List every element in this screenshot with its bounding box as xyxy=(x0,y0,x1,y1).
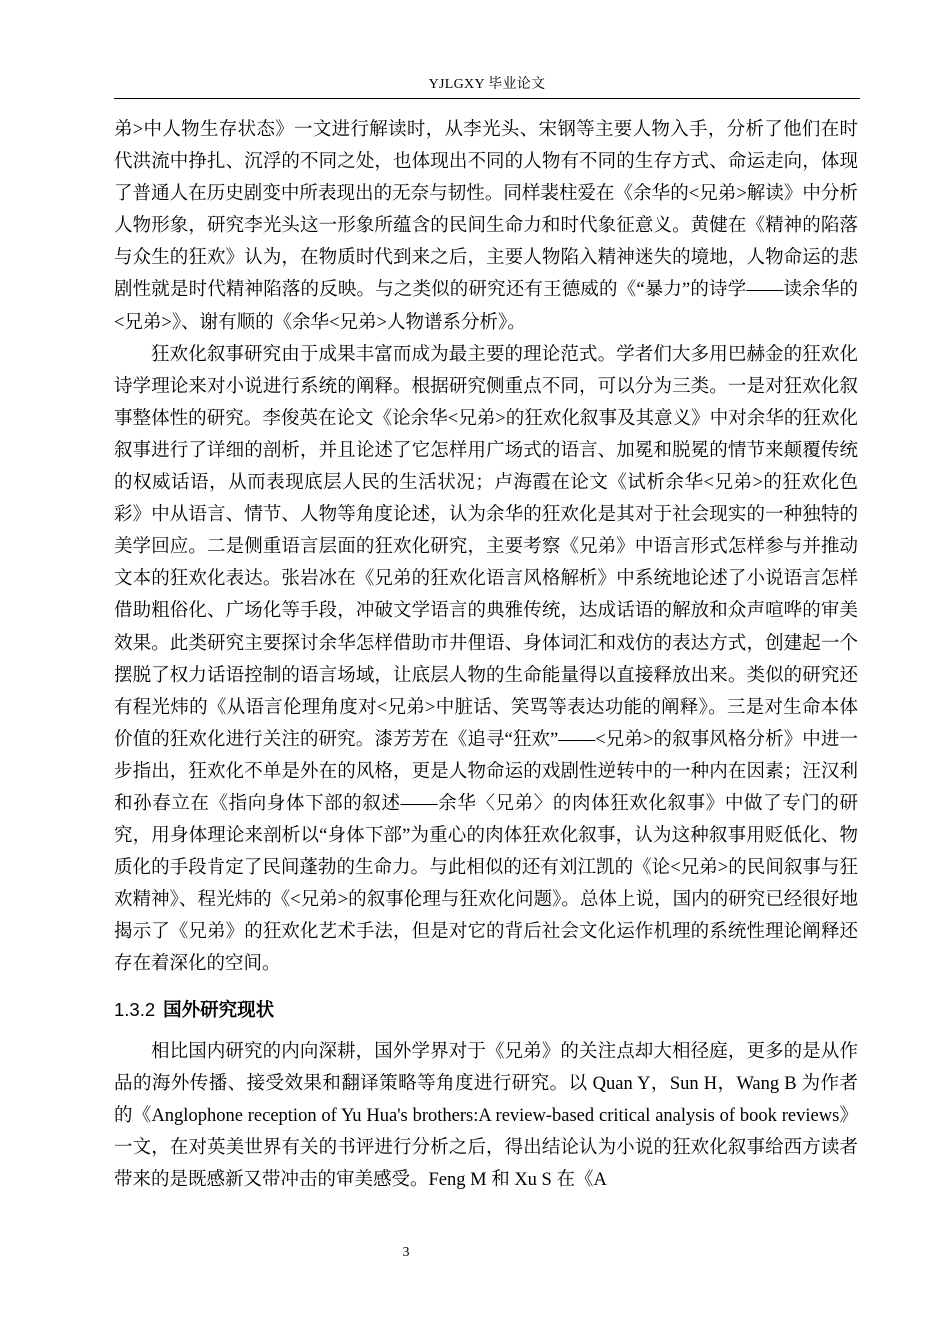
section-heading xyxy=(114,994,858,1036)
page-number: 3 xyxy=(402,1245,410,1260)
section-title: 国外研究现状 xyxy=(163,999,275,1021)
body-text xyxy=(114,114,858,1196)
section-number: 1.3.2 xyxy=(114,998,156,1020)
paragraph-continuation: 弟>中人物生存状态》一文进行解读时，从李光头、宋钢等主要人物入手，分析了他们在时代洪流中挣扎、沉浮的不同之处，也体现出不同的人物有不同的生存方式、命运走向，体现了普通人在历史剧变中所表现出的无奈与韧性。同样裴柱爱在《余华的<兄弟>解读》中分析人物形象，研究李光头这一形象所蕴含的民间生命力和时代象征意义。黄健在《精神的陷落与众生的狂欢》认为，在物质时代到来之后，主要人物陷入精神迷失的境地，人物命运的悲剧性就是时代精神陷落的反映。与之类似的研究还有王德威的《“暴力”的诗学——读余华的<兄弟>》、谢有顺的《余华<兄弟>人物谱系分析》。 xyxy=(114,120,858,333)
paragraph-foreign-research: 相比国内研究的内向深耕，国外学界对于《兄弟》的关注点却大相径庭，更多的是从作品的海外传播、接受效果和翻译策略等角度进行研究。以 Quan Y，Sun H，Wang B 为作者的《Anglophone reception of Yu Hua's brothers:A review-based critical analysis of book reviews》一文，在对英美世界有关的书评进行分析之后，得出结论认为小说的狂欢化叙事给西方读者带来的是既感新又带冲击的审美感受。Feng M 和 Xu S 在《A xyxy=(114,1041,858,1190)
header-rule xyxy=(114,98,860,99)
paragraph-carnival-narrative: 狂欢化叙事研究由于成果丰富而成为最主要的理论范式。学者们大多用巴赫金的狂欢化诗学理论来对小说进行系统的阐释。根据研究侧重点不同，可以分为三类。一是对狂欢化叙事整体性的研究。李俊英在论文《论余华<兄弟>的狂欢化叙事及其意义》中对余华的狂欢化叙事进行了详细的剖析，并且论述了它怎样用广场式的语言、加冕和脱冕的情节来颠覆传统的权威话语，从而表现底层人民的生活状况；卢海霞在论文《试析余华<兄弟>的狂欢化色彩》中从语言、情节、人物等角度论述，认为余华的狂欢化是其对于社会现实的一种独特的美学回应。二是侧重语言层面的狂欢化研究，主要考察《兄弟》中语言形式怎样参与并推动文本的狂欢化表达。张岩冰在《兄弟的狂欢化语言风格解析》中系统地论述了小说语言怎样借助粗俗化、广场化等手段，冲破文学语言的典雅传统，达成话语的解放和众声喧哗的审美效果。此类研究主要探讨余华怎样借助市井俚语、身体词汇和戏仿的表达方式，创建起一个摆脱了权力话语控制的语言场域，让底层人物的生命能量得以直接释放出来。类似的研究还有程光炜的《从语言伦理角度对<兄弟>中脏话、笑骂等表达功能的阐释》。三是对生命本体价值的狂欢化进行关注的研究。漆芳芳在《追寻“狂欢”——<兄弟>的叙事风格分析》中进一步指出，狂欢化不单是外在的风格，更是人物命运的戏剧性逆转中的一种内在因素；汪汉利和孙春立在《指向身体下部的叙述——余华〈兄弟〉的肉体狂欢化叙事》中做了专门的研究，用身体理论来剖析以“身体下部”为重心的肉体狂欢化叙事，认为这种叙事用贬低化、物质化的手段肯定了民间蓬勃的生命力。与此相似的还有刘江凯的《论<兄弟>的民间叙事与狂欢精神》、程光炜的《<兄弟>的叙事伦理与狂欢化问题》。总体上说，国内的研究已经很好地揭示了《兄弟》的狂欢化艺术手法，但是对它的背后社会文化运作机理的系统性理论阐释还存在着深化的空间。 xyxy=(114,344,858,975)
running-header: YJLGXY 毕业论文 xyxy=(428,77,546,92)
